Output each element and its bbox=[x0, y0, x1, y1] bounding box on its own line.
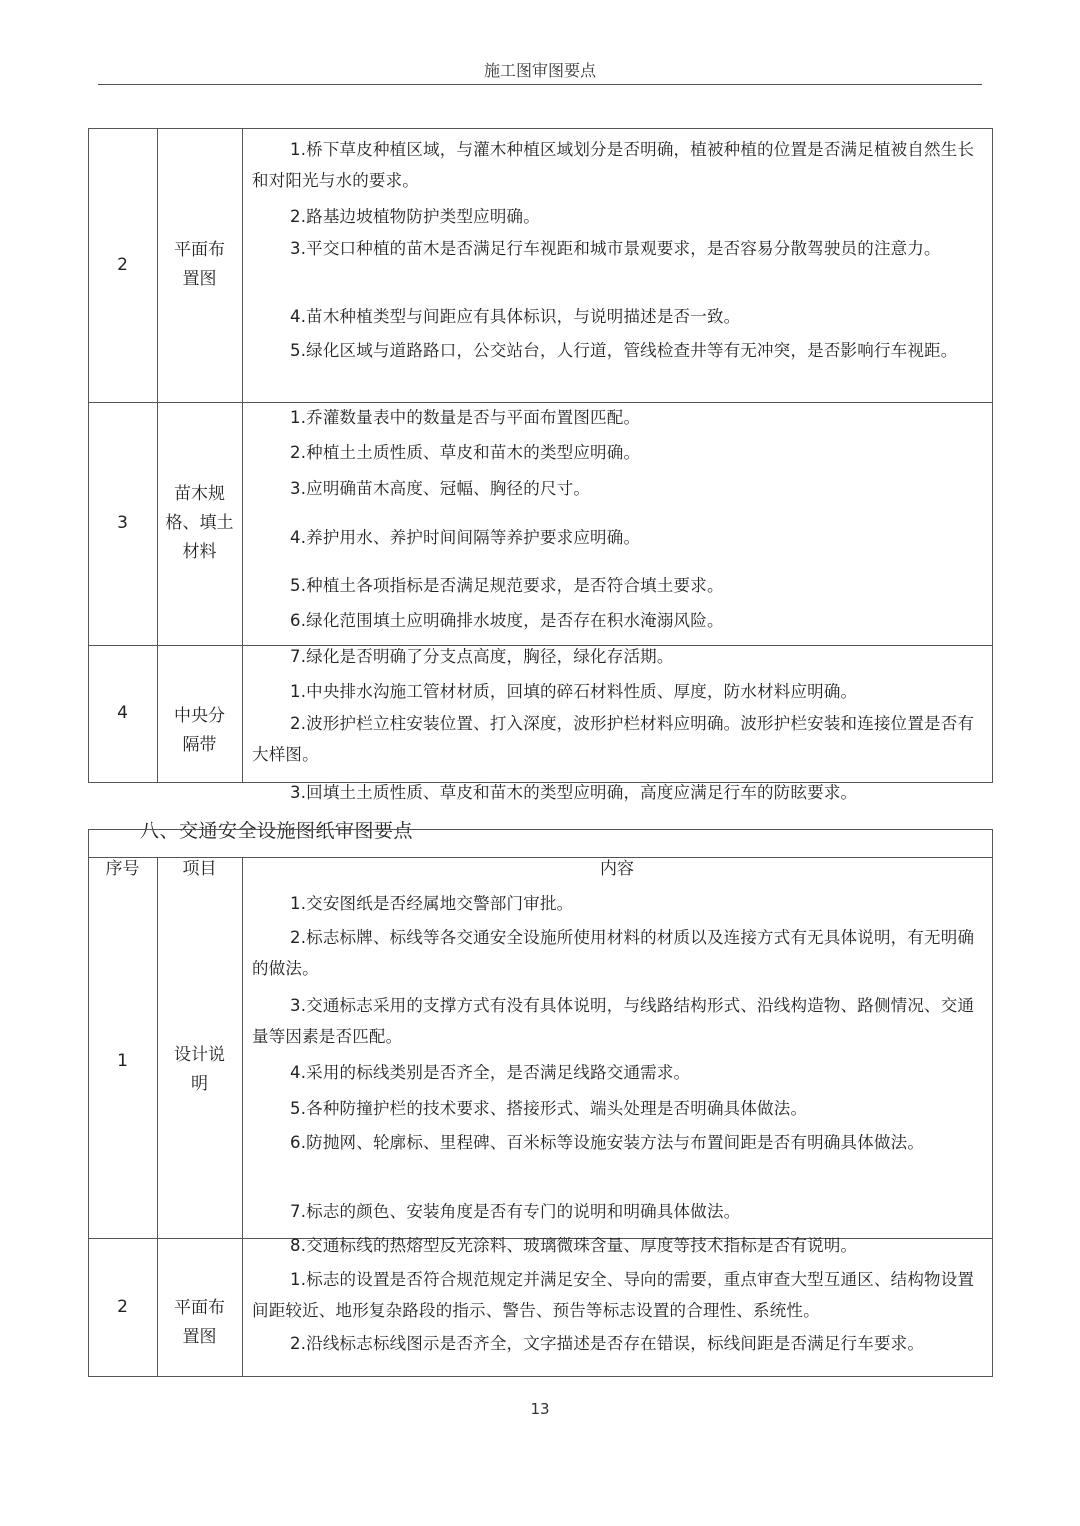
content-item: 3.交通标志采用的支撑方式有没有具体说明，与线路结构形式、沿线构造物、路侧情况、交通量等因素是否匹配。 bbox=[252, 996, 975, 1046]
content-item: 5.各种防撞护栏的技术要求、搭接形式、端头处理是否明确具体做法。 bbox=[290, 1099, 808, 1118]
row-number: 4 bbox=[117, 703, 128, 723]
column-divider bbox=[242, 857, 243, 1376]
content-item: 1.桥下草皮种植区域，与灌木种植区域划分是否明确，植被种植的位置是否满足植被自然生长和对阳光与水的要求。 bbox=[252, 140, 975, 190]
row-item bbox=[157, 885, 242, 1255]
item-line: 置图 bbox=[182, 1327, 217, 1347]
row-number: 2 bbox=[117, 1296, 128, 1317]
table-border-right bbox=[992, 829, 993, 1376]
content-item: 2.沿线标志标线图示是否齐全，文字描述是否存在错误，标线间距是否满足行车要求。 bbox=[290, 1334, 925, 1353]
content-item: 7.绿化是否明确了分支点高度，胸径，绿化存活期。 bbox=[290, 647, 674, 666]
content-item: 1.交安图纸是否经属地交警部门审批。 bbox=[290, 894, 574, 913]
row-item bbox=[157, 402, 242, 645]
content-item: 1.中央排水沟施工管材材质，回填的碎石材料性质、厚度，防水材料应明确。 bbox=[290, 682, 858, 701]
column-divider bbox=[242, 128, 243, 782]
row-number: 1 bbox=[117, 1051, 128, 1071]
row-item bbox=[157, 680, 242, 782]
content-item: 4.苗木种植类型与间距应有具体标识，与说明描述是否一致。 bbox=[290, 307, 741, 326]
header-item: 项目 bbox=[182, 858, 217, 879]
item-line: 设计说 bbox=[174, 1045, 225, 1065]
content-item: 7.标志的颜色、安装角度是否有专门的说明和明确具体做法。 bbox=[290, 1202, 741, 1221]
content-item: 4.采用的标线类别是否齐全，是否满足线路交通需求。 bbox=[290, 1063, 691, 1082]
content-item: 5.绿化区域与道路路口，公交站台，人行道，管线检查井等有无冲突，是否影响行车视距。 bbox=[290, 341, 958, 360]
content-item: 5.种植土各项指标是否满足规范要求，是否符合填土要求。 bbox=[290, 576, 724, 595]
row-number: 2 bbox=[117, 254, 128, 275]
content-item: 4.养护用水、养护时间间隔等养护要求应明确。 bbox=[290, 528, 641, 547]
header-content: 内容 bbox=[600, 858, 634, 879]
item-line: 材料 bbox=[182, 542, 217, 562]
row-number: 3 bbox=[117, 513, 128, 533]
page-number: 13 bbox=[530, 1400, 550, 1418]
item-line: 平面布 bbox=[174, 240, 225, 260]
content-item: 2.波形护栏立柱安装位置、打入深度，波形护栏材料应明确。波形护栏安装和连接位置是否有大样图。 bbox=[252, 714, 975, 764]
header-rule bbox=[98, 84, 982, 85]
table-border-right bbox=[992, 128, 993, 782]
item-line: 格、填土 bbox=[165, 513, 234, 533]
item-line: 置图 bbox=[182, 269, 217, 289]
content-item: 3.平交口种植的苗木是否满足行车视距和城市景观要求，是否容易分散驾驶员的注意力。 bbox=[290, 239, 941, 258]
content-item: 1.乔灌数量表中的数量是否与平面布置图匹配。 bbox=[290, 408, 641, 427]
item-line: 中央分 bbox=[174, 706, 225, 726]
header-num: 序号 bbox=[105, 858, 140, 879]
content-item: 8.交通标线的热熔型反光涂料、玻璃微珠含量、厚度等技术指标是否有说明。 bbox=[290, 1236, 858, 1255]
item-line: 隔带 bbox=[182, 735, 217, 755]
row-item bbox=[157, 1270, 242, 1376]
page-header-title: 施工图审图要点 bbox=[483, 61, 596, 80]
content-item: 2.路基边坡植物防护类型应明确。 bbox=[290, 207, 540, 226]
item-line: 明 bbox=[191, 1074, 208, 1094]
section-title: 八、交通安全设施图纸审图要点 bbox=[140, 820, 414, 842]
item-line: 平面布 bbox=[174, 1298, 225, 1318]
content-item: 3.回填土土质性质、草皮和苗木的类型应明确，高度应满足行车的防眩要求。 bbox=[290, 783, 858, 802]
content-item: 2.种植土土质性质、草皮和苗木的类型应明确。 bbox=[290, 443, 641, 462]
item-line: 苗木规 bbox=[174, 484, 225, 504]
content-item: 1.标志的设置是否符合规范规定并满足安全、导向的需要，重点审查大型互通区、结构物设置间距较近、地形复杂路段的指示、警告、预告等标志设置的合理性、系统性。 bbox=[252, 1270, 975, 1320]
content-item: 6.防抛网、轮廓标、里程碑、百米标等设施安装方法与布置间距是否有明确具体做法。 bbox=[290, 1133, 925, 1152]
content-item: 3.应明确苗木高度、冠幅、胸径的尺寸。 bbox=[290, 479, 591, 498]
content-item: 6.绿化范围填土应明确排水坡度，是否存在积水淹溺风险。 bbox=[290, 611, 724, 630]
table-border-top bbox=[88, 829, 993, 830]
row-item bbox=[157, 128, 242, 402]
table-border-bottom bbox=[88, 1376, 993, 1377]
content-item: 2.标志标牌、标线等各交通安全设施所使用材料的材质以及连接方式有无具体说明，有无明确的做法。 bbox=[252, 928, 975, 978]
